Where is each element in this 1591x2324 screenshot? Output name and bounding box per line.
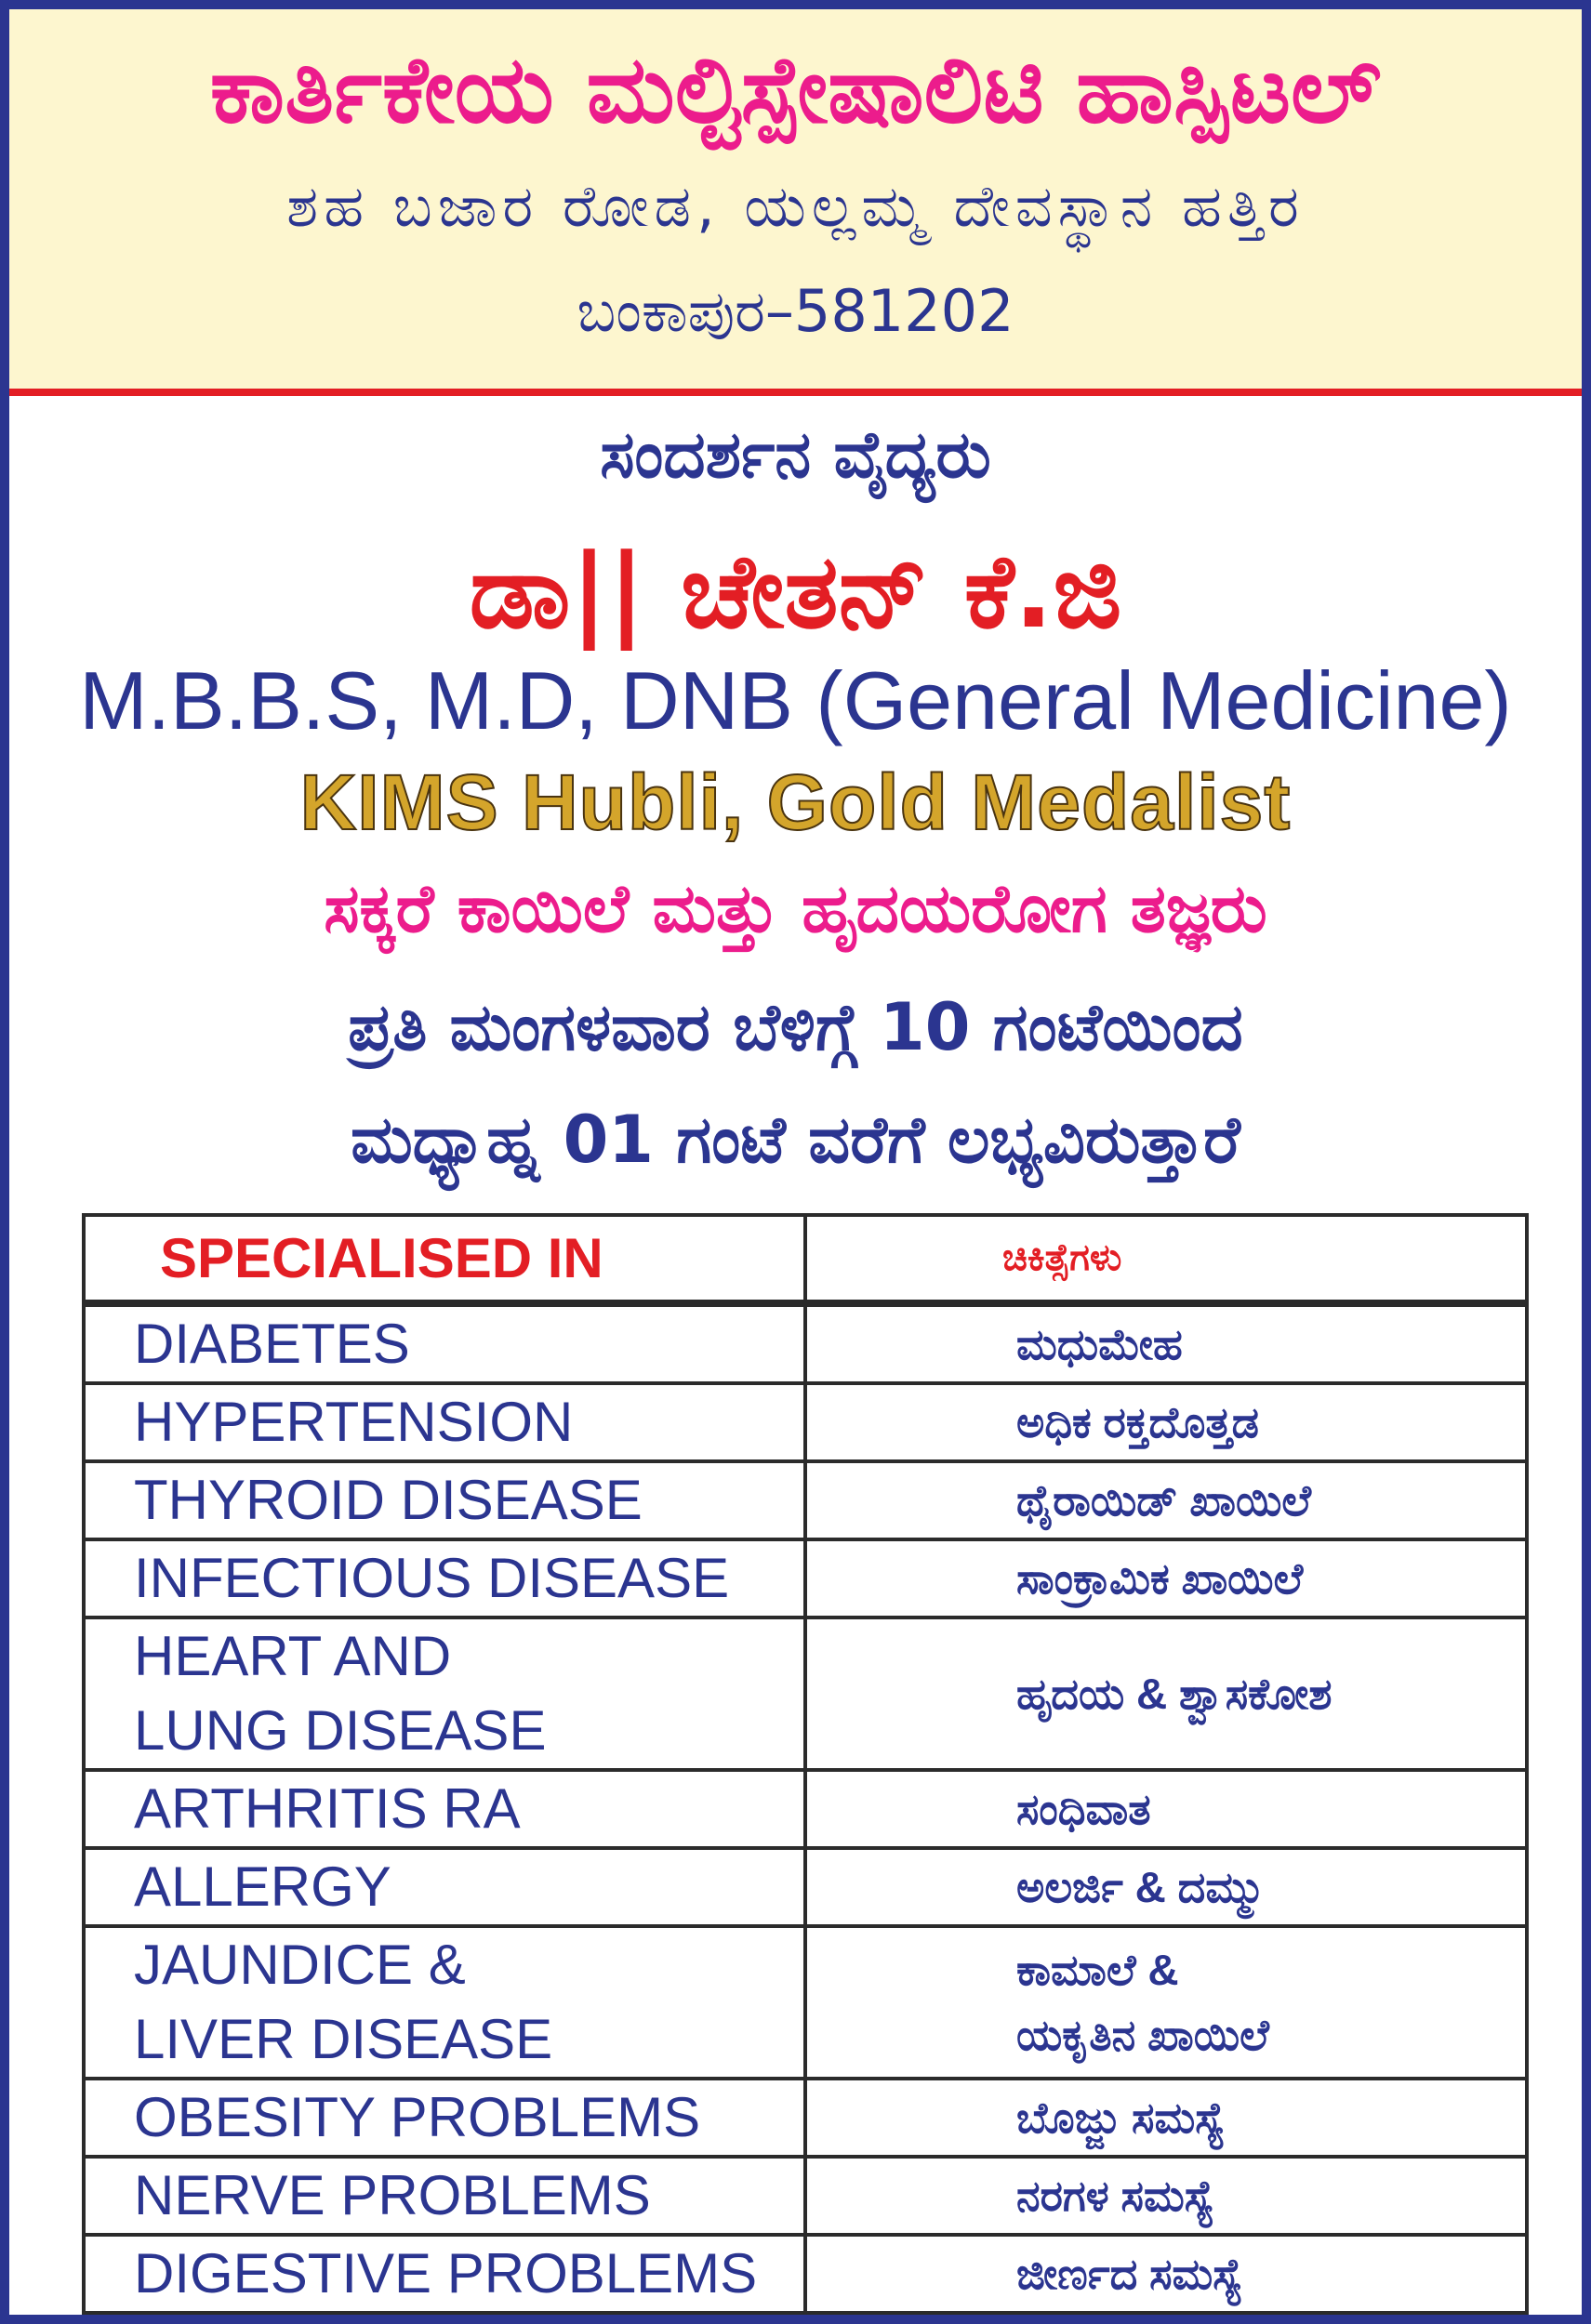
visiting-doctor-label: ಸಂದರ್ಶನ ವೈದ್ಯರು [600,416,991,493]
condition-english: OBESITY PROBLEMS [84,2079,805,2157]
table-row [84,2235,1527,2313]
condition-kannada: ನರಗಳ ಸಮಸ್ಯೆ [805,2157,1527,2235]
condition-english: ALLERGY [84,1848,805,1926]
table-row [84,1848,1527,1926]
table-row [84,1539,1527,1618]
condition-kannada: ಜೀರ್ಣದ ಸಮಸ್ಯೆ [805,2235,1527,2313]
condition-english: INFECTIOUS DISEASE [84,1539,805,1618]
condition-kannada: ಸಾಂಕ್ರಾಮಿಕ ಖಾಯಿಲೆ [805,1539,1527,1618]
address-line-2: ಬಂಕಾಪುರ–581202 [577,277,1014,345]
condition-kannada: ಕಾಮಾಲೆ & ಯಕೃತಿನ ಖಾಯಿಲೆ [805,1926,1527,2079]
hospital-name: ಕಾರ್ತಿಕೇಯ ಮಲ್ಟಿಸ್ಪೇಷಾಲಿಟಿ ಹಾಸ್ಪಿಟಲ್ [209,35,1382,144]
table-row [84,1461,1527,1539]
header-divider [9,389,1582,396]
condition-kannada: ಸಂಧಿವಾತ [805,1770,1527,1848]
doctor-achievement: KIMS Hubli, Gold Medalist [299,759,1292,846]
table-row [84,1926,1527,2079]
condition-kannada: ಬೊಜ್ಜು ಸಮಸ್ಯೆ [805,2079,1527,2157]
condition-english: NERVE PROBLEMS [84,2157,805,2235]
condition-english: ARTHRITIS RA [84,1770,805,1848]
table-row [84,1618,1527,1770]
condition-english: HEART AND LUNG DISEASE [84,1618,805,1770]
table-row [84,2079,1527,2157]
condition-kannada: ಅಧಿಕ ರಕ್ತದೊತ್ತಡ [805,1383,1527,1461]
timing-line-1: ಪ್ರತಿ ಮಂಗಳವಾರ ಬೆಳಿಗ್ಗೆ 10 ಗಂಟೆಯಿಂದ [348,989,1243,1065]
condition-english: DIABETES [84,1303,805,1383]
condition-english: THYROID DISEASE [84,1461,805,1539]
condition-kannada: ಮಧುಮೇಹ [805,1303,1527,1383]
doctor-specialty: ಸಕ್ಕರೆ ಕಾಯಿಲೆ ಮತ್ತು ಹೃದಯರೋಗ ತಜ್ಞರು [324,869,1267,947]
condition-kannada: ಥೈರಾಯಿಡ್ ಖಾಯಿಲೆ [805,1461,1527,1539]
table-header-row [84,1215,1527,1303]
table-row [84,1303,1527,1383]
address-line-1: ಶಹ ಬಜಾರ ರೋಡ, ಯಲ್ಲಮ್ಮ ದೇವಸ್ಥಾನ ಹತ್ತಿರ [286,172,1305,240]
condition-kannada: ಹೃದಯ & ಶ್ವಾಸಕೋಶ [805,1618,1527,1770]
table-row [84,1770,1527,1848]
doctor-name: ಡಾ|| ಚೇತನ್ ಕೆ.ಜಿ [469,532,1122,651]
condition-english: JAUNDICE & LIVER DISEASE [84,1926,805,2079]
services-table [82,1213,1529,2315]
timing-line-2: ಮಧ್ಯಾಹ್ನ 01 ಗಂಟೆ ವರೆಗೆ ಲಭ್ಯವಿರುತ್ತಾರೆ [351,1102,1240,1178]
doctor-degrees: M.B.B.S, M.D, DNB (General Medicine) [79,654,1512,746]
condition-english: HYPERTENSION [84,1383,805,1461]
header-treatments: ಚಿಕಿತ್ಸೆಗಳು [805,1215,1527,1303]
table-row [84,1383,1527,1461]
header-specialised-in: SPECIALISED IN [84,1215,805,1303]
condition-english: DIGESTIVE PROBLEMS [84,2235,805,2313]
condition-kannada: ಅಲರ್ಜಿ & ದಮ್ಮು [805,1848,1527,1926]
table-row [84,2157,1527,2235]
